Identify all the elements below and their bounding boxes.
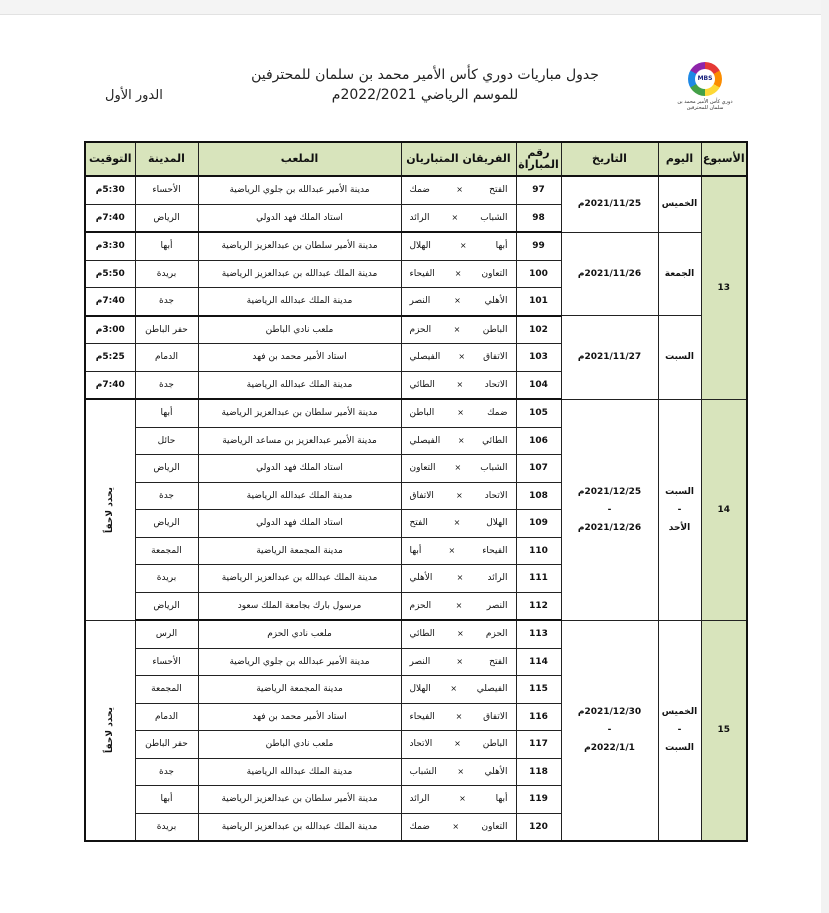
teams-cell — [401, 455, 516, 483]
home-team: الاتفاق — [483, 352, 508, 363]
match-number: 115 — [516, 676, 561, 704]
city-cell: حفر الباطن — [135, 316, 198, 344]
logo-caption: دوري كأس الأمير محمد بن سلمان للمحترفين — [677, 99, 733, 111]
teams-pair — [402, 325, 516, 335]
vs-icon: × — [448, 545, 456, 555]
away-team: الفيحاء — [409, 711, 435, 722]
date-cell: 2021/11/27م — [561, 316, 658, 400]
vs-icon: × — [459, 241, 467, 251]
match-number: 111 — [516, 565, 561, 593]
city-cell: الرياض — [135, 592, 198, 620]
city-cell: المجمعة — [135, 676, 198, 704]
city-cell: جدة — [135, 758, 198, 786]
date-range — [561, 399, 658, 620]
away-team: الباطن — [409, 408, 435, 419]
teams-cell — [401, 620, 516, 648]
match-number: 113 — [516, 620, 561, 648]
city-cell: حفر الباطن — [135, 731, 198, 759]
teams-pair — [402, 491, 516, 501]
teams-pair — [402, 684, 516, 694]
teams-cell — [401, 758, 516, 786]
vs-icon: × — [454, 268, 462, 278]
vs-icon: × — [456, 573, 464, 583]
teams-pair — [402, 546, 516, 556]
match-number: 108 — [516, 482, 561, 510]
teams-pair — [402, 629, 516, 639]
time-cell: 3:30م — [85, 232, 135, 260]
stadium-cell: مدينة الأمير سلطان بن عبدالعزيز الرياضية — [198, 232, 401, 260]
home-team: الأهلي — [484, 296, 508, 307]
home-team: الشباب — [480, 463, 508, 474]
date-range-to: 2022/1/1م — [584, 743, 635, 754]
viewer-top-bar — [0, 0, 829, 15]
teams-cell — [401, 592, 516, 620]
away-team: التعاون — [409, 463, 436, 474]
col-stadium: الملعب — [198, 142, 401, 176]
match-number: 119 — [516, 786, 561, 814]
stadium-cell: مدينة المجمعة الرياضية — [198, 537, 401, 565]
col-match-no: رقم المباراة — [516, 142, 561, 176]
teams-pair — [402, 269, 516, 279]
round-label: الدور الأول — [105, 88, 163, 103]
day-range-sep: - — [677, 504, 682, 515]
day-range-from: الخميس — [661, 707, 698, 718]
stadium-cell: مدينة الأمير عبدالله بن جلوي الرياضية — [198, 648, 401, 676]
teams-pair — [402, 436, 516, 446]
match-number: 104 — [516, 371, 561, 399]
teams-pair — [402, 712, 516, 722]
city-cell: بريدة — [135, 260, 198, 288]
week-number: 13 — [701, 176, 747, 399]
day-cell: السبت — [658, 316, 701, 400]
teams-cell — [401, 676, 516, 704]
time-cell: 5:25م — [85, 344, 135, 372]
away-team: الهلال — [409, 241, 431, 252]
match-number: 103 — [516, 344, 561, 372]
away-team: الشباب — [409, 766, 437, 777]
home-team: الفيصلي — [476, 684, 508, 695]
stadium-cell: مدينة الملك عبدالله الرياضية — [198, 758, 401, 786]
stadium-cell: ملعب نادي الباطن — [198, 731, 401, 759]
date-range-sep: - — [607, 504, 612, 515]
vs-icon: × — [455, 600, 463, 610]
match-row — [85, 232, 747, 260]
time-cell: 7:40م — [85, 204, 135, 232]
away-team: أبها — [409, 545, 422, 556]
city-cell: الأحساء — [135, 648, 198, 676]
time-tbd — [85, 620, 135, 841]
away-team: ضمك — [409, 185, 430, 196]
page-title — [250, 65, 600, 105]
time-cell: 5:50م — [85, 260, 135, 288]
teams-pair — [402, 463, 516, 473]
home-team: الفيحاء — [482, 545, 508, 556]
match-number: 101 — [516, 288, 561, 316]
match-number: 114 — [516, 648, 561, 676]
schedule-table — [84, 141, 748, 842]
vs-icon: × — [454, 296, 461, 306]
day-range — [658, 620, 701, 841]
city-cell: بريدة — [135, 565, 198, 593]
home-team: الهلال — [486, 518, 508, 529]
teams-cell — [401, 813, 516, 841]
stadium-cell: ملعب نادي الحزم — [198, 620, 401, 648]
home-team: الفتح — [489, 656, 508, 667]
col-week: الأسبوع — [701, 142, 747, 176]
vs-icon: × — [454, 739, 461, 749]
week-number: 15 — [701, 620, 747, 841]
day-range-to: الأحد — [668, 522, 691, 533]
vs-icon: × — [453, 518, 461, 528]
match-number: 110 — [516, 537, 561, 565]
match-number: 98 — [516, 204, 561, 232]
away-team: الفيحاء — [409, 268, 435, 279]
teams-pair — [402, 352, 516, 362]
home-team: الباطن — [482, 324, 508, 335]
teams-cell — [401, 537, 516, 565]
match-number: 105 — [516, 399, 561, 427]
stadium-cell: مدينة الأمير سلطان بن عبدالعزيز الرياضية — [198, 786, 401, 814]
home-team: الحزم — [485, 629, 508, 640]
home-team: الطائي — [482, 435, 508, 446]
teams-cell — [401, 316, 516, 344]
teams-cell — [401, 731, 516, 759]
home-team: الفتح — [489, 185, 508, 196]
vs-icon: × — [454, 463, 462, 473]
teams-pair — [402, 657, 516, 667]
stadium-cell: مدينة الملك عبدالله الرياضية — [198, 482, 401, 510]
teams-cell — [401, 786, 516, 814]
match-number: 100 — [516, 260, 561, 288]
stadium-cell: استاد الأمير محمد بن فهد — [198, 344, 401, 372]
schedule-body — [85, 176, 747, 841]
teams-pair — [402, 185, 516, 195]
stadium-cell: مدينة الأمير سلطان بن عبدالعزيز الرياضية — [198, 399, 401, 427]
home-team: الشباب — [480, 212, 508, 223]
header-row — [85, 142, 747, 176]
tbd-label: يحدد لاحقاً — [105, 707, 116, 754]
date-range-from: 2021/12/30م — [577, 707, 642, 718]
stadium-cell: مدينة الملك عبدالله الرياضية — [198, 371, 401, 399]
stadium-cell: استاد الأمير محمد بن فهد — [198, 703, 401, 731]
col-city: المدينة — [135, 142, 198, 176]
teams-pair — [402, 767, 516, 777]
home-team: الأهلي — [484, 766, 508, 777]
time-cell: 5:30م — [85, 176, 135, 204]
city-cell: الدمام — [135, 344, 198, 372]
stadium-cell: استاد الملك فهد الدولي — [198, 455, 401, 483]
teams-pair — [402, 380, 516, 390]
vs-icon: × — [451, 212, 459, 222]
date-range — [561, 620, 658, 841]
away-team: الفيصلي — [409, 435, 441, 446]
match-row — [85, 399, 747, 427]
time-cell: 7:40م — [85, 288, 135, 316]
vs-icon: × — [455, 711, 463, 721]
teams-pair — [402, 794, 516, 804]
home-team: التعاون — [481, 821, 508, 832]
stadium-cell: استاد الملك فهد الدولي — [198, 510, 401, 538]
home-team: الاتفاق — [483, 711, 508, 722]
date-cell: 2021/11/25م — [561, 176, 658, 232]
away-team: النصر — [409, 656, 431, 667]
teams-cell — [401, 371, 516, 399]
teams-pair — [402, 739, 516, 749]
away-team: الهلال — [409, 684, 431, 695]
teams-cell — [401, 565, 516, 593]
city-cell: جدة — [135, 371, 198, 399]
teams-cell — [401, 427, 516, 455]
day-range-from: السبت — [665, 486, 694, 497]
tbd-label: يحدد لاحقاً — [105, 486, 116, 533]
home-team: ضمك — [487, 408, 508, 419]
home-team: أبها — [495, 241, 508, 252]
teams-cell — [401, 176, 516, 204]
vs-icon: × — [458, 352, 466, 362]
match-row — [85, 620, 747, 648]
vs-icon: × — [453, 324, 461, 334]
day-cell: الجمعة — [658, 232, 701, 316]
match-number: 112 — [516, 592, 561, 620]
teams-cell — [401, 232, 516, 260]
day-range-to: السبت — [665, 743, 694, 754]
home-team: الاتحاد — [484, 379, 508, 390]
city-cell: الرس — [135, 620, 198, 648]
away-team: الاتحاد — [409, 739, 433, 750]
vs-icon: × — [456, 490, 463, 500]
away-team: الرائد — [409, 212, 430, 223]
city-cell: الدمام — [135, 703, 198, 731]
teams-cell — [401, 648, 516, 676]
stadium-cell: استاد الملك فهد الدولي — [198, 204, 401, 232]
vs-icon: × — [457, 766, 465, 776]
match-number: 106 — [516, 427, 561, 455]
vs-icon: × — [459, 794, 466, 804]
col-teams: الفريقان المتباريان — [401, 142, 516, 176]
teams-cell — [401, 260, 516, 288]
away-team: الحزم — [409, 324, 432, 335]
time-tbd — [85, 399, 135, 620]
city-cell: جدة — [135, 288, 198, 316]
stadium-cell: مدينة الملك عبدالله الرياضية — [198, 288, 401, 316]
col-day: اليوم — [658, 142, 701, 176]
match-row — [85, 176, 747, 204]
time-cell: 7:40م — [85, 371, 135, 399]
logo-text: MBS — [695, 69, 715, 89]
stadium-cell: مدينة الأمير عبدالله بن جلوي الرياضية — [198, 176, 401, 204]
stadium-cell: مدينة الأمير عبدالعزيز بن مساعد الرياضية — [198, 427, 401, 455]
teams-pair — [402, 518, 516, 528]
teams-cell — [401, 482, 516, 510]
teams-pair — [402, 822, 516, 832]
match-number: 120 — [516, 813, 561, 841]
day-cell: الخميس — [658, 176, 701, 232]
city-cell: بريدة — [135, 813, 198, 841]
teams-pair — [402, 601, 516, 611]
stadium-cell: مدينة الملك عبدالله بن عبدالعزيز الرياضية — [198, 260, 401, 288]
time-cell: 3:00م — [85, 316, 135, 344]
home-team: النصر — [486, 600, 508, 611]
away-team: الاتفاق — [409, 490, 434, 501]
vs-icon: × — [457, 408, 464, 418]
match-number: 118 — [516, 758, 561, 786]
home-team: الاتحاد — [484, 490, 508, 501]
vs-icon: × — [456, 185, 463, 195]
stadium-cell: مرسول بارك بجامعة الملك سعود — [198, 592, 401, 620]
teams-cell — [401, 204, 516, 232]
home-team: التعاون — [481, 268, 508, 279]
away-team: الطائي — [409, 379, 435, 390]
stadium-cell: مدينة الملك عبدالله بن عبدالعزيز الرياضية — [198, 813, 401, 841]
city-cell: جدة — [135, 482, 198, 510]
away-team: الطائي — [409, 629, 435, 640]
teams-pair — [402, 213, 516, 223]
col-time: التوقيت — [85, 142, 135, 176]
city-cell: أبها — [135, 399, 198, 427]
match-number: 117 — [516, 731, 561, 759]
viewer-right-edge — [821, 0, 829, 913]
vs-icon: × — [452, 821, 460, 831]
vs-icon: × — [456, 656, 464, 666]
title-line-1: جدول مباريات دوري كأس الأمير محمد بن سلمان للمحترفين — [251, 67, 599, 83]
teams-cell — [401, 510, 516, 538]
teams-cell — [401, 344, 516, 372]
city-cell: أبها — [135, 786, 198, 814]
away-team: النصر — [409, 296, 431, 307]
stadium-cell: مدينة الملك عبدالله بن عبدالعزيز الرياضية — [198, 565, 401, 593]
day-range-sep: - — [677, 725, 682, 736]
date-range-from: 2021/12/25م — [577, 486, 642, 497]
match-number: 102 — [516, 316, 561, 344]
city-cell: الرياض — [135, 204, 198, 232]
date-cell: 2021/11/26م — [561, 232, 658, 316]
city-cell: حائل — [135, 427, 198, 455]
city-cell: الأحساء — [135, 176, 198, 204]
match-number: 109 — [516, 510, 561, 538]
vs-icon: × — [456, 379, 464, 389]
day-range — [658, 399, 701, 620]
stadium-cell: مدينة المجمعة الرياضية — [198, 676, 401, 704]
title-line-2: للموسم الرياضي 2022/2021م — [331, 87, 519, 103]
vs-icon: × — [457, 435, 465, 445]
teams-cell — [401, 703, 516, 731]
home-team: الرائد — [487, 573, 508, 584]
match-number: 107 — [516, 455, 561, 483]
teams-cell — [401, 288, 516, 316]
mbs-league-logo — [675, 62, 735, 134]
away-team: الرائد — [409, 794, 430, 805]
vs-icon: × — [450, 684, 458, 694]
stadium-cell: ملعب نادي الباطن — [198, 316, 401, 344]
home-team: أبها — [495, 794, 508, 805]
teams-pair — [402, 573, 516, 583]
away-team: الفتح — [409, 518, 428, 529]
away-team: الفيصلي — [409, 352, 441, 363]
match-row — [85, 316, 747, 344]
teams-pair — [402, 241, 516, 251]
home-team: الباطن — [482, 739, 508, 750]
city-cell: المجمعة — [135, 537, 198, 565]
city-cell: الرياض — [135, 455, 198, 483]
city-cell: أبها — [135, 232, 198, 260]
date-range-sep: - — [607, 725, 612, 736]
match-number: 99 — [516, 232, 561, 260]
match-number: 116 — [516, 703, 561, 731]
away-team: الأهلي — [409, 573, 433, 584]
teams-cell — [401, 399, 516, 427]
teams-pair — [402, 296, 516, 306]
teams-pair — [402, 408, 516, 418]
logo-ring-icon — [688, 62, 722, 96]
away-team: الحزم — [409, 600, 432, 611]
match-number: 97 — [516, 176, 561, 204]
city-cell: الرياض — [135, 510, 198, 538]
away-team: ضمك — [409, 821, 430, 832]
date-range-to: 2021/12/26م — [577, 522, 642, 533]
vs-icon: × — [457, 629, 464, 639]
col-date: التاريخ — [561, 142, 658, 176]
week-number: 14 — [701, 399, 747, 620]
